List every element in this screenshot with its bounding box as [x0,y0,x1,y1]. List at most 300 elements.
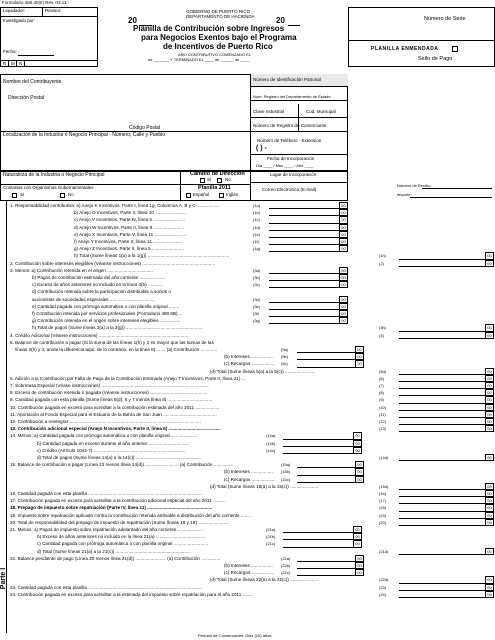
fecha-label: Fecha: [3,49,17,54]
num-registro-label: Núm. Registro del Departamento de Estado [253,94,331,99]
cents-box: 00 [339,296,348,303]
cents-box: 00 [485,425,494,432]
form-line-label: h) Total de pagos (Sume líneas 3(a) a la 3(g)) ............................................................ [32,325,203,331]
form-line-label: b) Pagos de contribución estimada del año corriente .................... [32,275,166,280]
amount-field[interactable] [269,296,339,303]
form-line [7,425,495,432]
amount-field[interactable] [297,346,355,353]
line-code: (12) [379,419,387,424]
form-line-label: 16. Cantidad pagada con esta planilla ......................................................................................... [10,491,202,496]
contratos-label: Contratos con Organismos Gubernamentales [3,185,94,190]
form-line-label: 19. Impuesto sobre repatriación aplicado contra la contribución retenida atribuible a distribución del año corriente ........ [10,512,252,518]
line-code: (14b) [266,440,276,446]
cents-box: 00 [339,202,348,209]
form-line-label: 5. Balance de contribución a pagar (Si la suma de las líneas 1(h) y 2 es mayor que las sumas de las [10,339,214,345]
form-line [7,512,495,519]
form-line-label: 17. Contribución pagada en exceso para acreditar a la contribución adicional especial del año 2011 .......... [10,498,226,504]
parte-i-label: Parte I [0,567,8,590]
form-line-label: 14. Menos: a) Cantidad pagada con prórroga automática o con planilla original ..................... [10,433,198,439]
line-code: (11) [379,411,386,417]
form-line-label: (b) Intereses ................. [224,354,273,360]
amount-field[interactable] [399,382,485,389]
telefono-label: Número de Teléfono - Extensión [257,138,322,143]
form-title-1: Planilla de Contribución sobre Ingresos [133,24,285,33]
line-code: (22d) [379,577,389,583]
cents-box: 00 [485,332,494,339]
cents-box: 00 [485,591,494,598]
line-code: (9) [379,397,384,403]
cents-box: 00 [485,512,494,519]
cambio-si-checkbox[interactable] [200,178,205,183]
line-code: (1b) [253,210,261,216]
investigado-label: Investigado por: [3,18,36,23]
amount-field[interactable] [269,281,339,288]
liquidador-label: Liquidador: [3,8,26,13]
cents-box: 00 [339,281,348,288]
form-line [7,591,495,598]
footer-conservacion: Período de Conservación: Diez (10) años [198,633,272,638]
naturaleza-label: Naturaleza de la Industria o Negocio Principal [3,172,105,178]
amount-field[interactable] [297,562,355,569]
line-code: (14a) [266,433,276,439]
cod-municipal-label: Cod. Municipal [306,109,336,114]
cents-box: 00 [485,260,494,267]
form-line [7,476,495,483]
form-line [7,483,495,490]
form-line [7,252,495,259]
line-code: (5c) [281,361,288,367]
amount-field[interactable] [283,432,353,439]
clave-industrial-label: Clave Industrial [253,109,285,114]
line-code: (22a) [281,555,291,561]
planilla-2011-label: Planilla 2011 [198,185,231,191]
cents-box: 00 [485,396,494,403]
amount-field[interactable] [399,548,485,555]
form-line [7,209,495,216]
amount-field[interactable] [269,216,339,223]
line-code: (1a) [253,203,261,208]
cents-box: 00 [485,404,494,411]
cents-box: 00 [353,447,362,454]
cents-box: 00 [355,476,364,483]
form-line [7,461,495,468]
cents-box: 00 [485,418,494,425]
cents-box: 00 [485,454,494,461]
form-line [7,555,495,562]
amount-field[interactable] [269,209,339,216]
form-line [7,332,495,339]
form-line-label: 7. Sobretasa Especial (Véase instrucciones) .................................................................................... [10,383,209,388]
line-code: (21d) [379,548,389,554]
amount-field[interactable] [269,202,339,209]
dia-mes-ano: Día ____ / Mes ____ / Año ____ [256,163,314,168]
codigo-postal-label: Código Postal [129,125,161,131]
line-code: (4) [379,332,384,338]
line-code: (5a) [281,347,289,352]
sello-pago-label: Sello de Pago [418,56,453,62]
form-line-label: 18. Prepago de impuesto sobre repatriación (Parte IV, línea 11) ................................................... [10,505,213,511]
form-line-label: (c) Recargos .................. [224,361,275,367]
amount-field[interactable] [399,483,485,490]
line-code: (22b) [281,563,291,568]
cents-box: 00 [353,533,362,540]
amount-field[interactable] [399,591,485,598]
line-code: (1d) [253,224,261,230]
line-code: (1f) [253,239,259,244]
form-line [7,411,495,418]
cents-box: 00 [485,576,494,583]
amount-field[interactable] [399,404,485,411]
form-line [7,281,495,288]
contratos-si-label: Sí [20,192,25,197]
line-code: (5b) [281,354,289,360]
amount-field[interactable] [269,238,339,245]
line-code: (13) [379,426,387,432]
form-line [7,216,495,223]
form-line-label: 24. Contribución pagada en exceso para acreditar a la estimada del impuesto sobre repatriación para el año 2011 ........ [10,591,253,597]
amount-field[interactable] [283,540,353,547]
amount-field[interactable] [297,360,355,367]
amount-field[interactable] [399,396,485,403]
amount-field[interactable] [283,526,353,533]
form-line-label: 10. Contribución pagada en exceso para acreditar a la contribución estimada del año 2011 ................... [10,404,220,410]
cents-box: 00 [485,548,494,555]
line-code: (1c) [253,217,260,223]
line-code: (3c) [253,282,260,288]
cents-box: 00 [485,375,494,382]
amount-field[interactable] [283,533,353,540]
line-code: (15a) [281,462,291,468]
form-line [7,569,495,576]
line-code: (1e) [253,231,261,237]
importe-label: Importe: [397,192,412,197]
form-line-label: 13. Contribución adicional especial (Anejo N Incentivos, Parte II, línea 6) ......................................... [10,426,221,432]
cents-box: 00 [485,497,494,504]
lugar-incorporacion-label: Lugar de Incorporación [270,172,317,177]
nombre-label: Nombre del Contribuyente [3,79,62,85]
form-line [7,576,495,583]
line-code: (3e) [253,303,261,309]
cents-box: 00 [339,238,348,245]
line-code: (14d) [379,455,389,460]
line-code: (23) [379,584,387,590]
form-line-label: e) Cantidad pagada con prórroga automática o con planilla original ........ [32,303,180,309]
form-line-label: 6. Adición a la Contribución por Falta de Pago de la Contribución Estimada (Anejo T Incentivos, Parte II, línea 21) ... [10,375,246,381]
cents-box: 00 [355,569,364,576]
line-code: (21a) [266,527,276,532]
cents-box: 00 [355,353,364,360]
rmn-m: M [11,60,15,66]
line-code: (10) [379,404,387,410]
form-line [7,404,495,411]
amount-field[interactable] [283,447,353,454]
contratos-no-label: No [68,192,74,197]
form-line [7,562,495,569]
form-line [7,202,495,209]
cents-box: 00 [339,216,348,223]
year-right: 20 [276,16,285,25]
cambio-no-checkbox[interactable] [217,178,222,183]
contratos-si-checkbox[interactable] [12,193,17,198]
form-line-label: (d) Total (Sume líneas 22(a) a la 22(c)) ...................... [210,577,319,583]
line-code: (16) [379,491,387,496]
direccion-label: Dirección Postal [8,95,45,101]
form-line [7,533,495,540]
amount-field[interactable] [399,504,485,511]
amount-field[interactable] [399,576,485,583]
amount-field[interactable] [399,512,485,519]
cents-box: 00 [485,382,494,389]
espanol-checkbox[interactable] [186,193,191,198]
form-line-label: c) Exceso de años anteriores no incluido en la línea 3(b) ............ [32,282,164,288]
form-line [7,490,495,497]
num-patronal-text: Número de Identificación Patronal [253,77,321,82]
amount-field[interactable] [399,497,485,504]
form-line-label: d) Anejo W Incentivos, Parte II, línea 8 ........................ [74,224,185,230]
amount-field[interactable] [399,418,485,425]
cambio-direccion-label: Cambio de Dirección [190,171,245,177]
year-left: 20 [128,16,137,25]
cambio-si-label: Sí [207,177,212,182]
form-line-label: 1. Responsabilidad contributiva: a) Anejo K Incentivos, Parte I, línea 1g, Columnas A, B y C .................. [10,203,220,208]
form-line-label: e) Anejo X Incentivos, Parte V, línea 11 ......................... [74,231,187,237]
form-line-label: 8. Exceso de contribución retenida o pagada (Véanse instrucciones) ............................................. [10,390,208,396]
form-line-label: líneas 3(h) y 4, anote la diferencia aquí, de lo contrario, en la línea 8) ....... (a) Contribución ............. [15,347,218,352]
amount-field[interactable] [399,389,485,396]
amount-field[interactable] [297,468,355,475]
form-line [7,396,495,403]
num-comerciante-label: Número de Registro de Comerciante [253,123,327,128]
form-line [7,454,495,461]
line-code: (22c) [281,570,291,576]
form-line-label: b) Anejo O Incentivos, Parte II, línea 10 ........................ [74,210,186,216]
form-line-label: f) Anejo Y Incentivos, Parte II, línea 11 ....................... [74,239,183,244]
form-line-label: c) Anejo V Incentivos, Parte IV, línea 5 ......................... [74,217,186,223]
amount-field[interactable] [297,569,355,576]
cents-box: 00 [485,368,494,375]
form-id: Formulario 480.30(II) Rev. 03.11 [2,0,67,5]
form-line [7,231,495,238]
line-code: (3d) [253,296,261,302]
form-line [7,324,495,331]
amount-field[interactable] [269,303,339,310]
line-code: (1h) [379,253,387,259]
cents-box: 00 [339,317,348,324]
form-line [7,346,495,353]
form-line [7,468,495,475]
cents-box: 00 [339,303,348,310]
line-code: (20) [379,519,387,525]
amount-field[interactable] [399,519,485,526]
form-line-label: d) Total de pagos (Sume líneas 14(a) a la 14(c)) ................................................... [37,455,201,460]
form-line-label: d) Contribución retenida sobre la participación distribuible a socios o [32,289,171,295]
cents-box: 00 [353,540,362,547]
cents-box: 00 [485,584,494,591]
amount-field[interactable] [297,476,355,483]
cents-box: 00 [339,274,348,281]
form-line [7,238,495,245]
contratos-no-checkbox[interactable] [60,193,65,198]
form-line [7,368,495,375]
line-code: (3b) [253,275,261,280]
form-line-label: (d) Total (Sume líneas 15(a) a la 15(c)) ...................... [210,483,319,489]
form-line [7,353,495,360]
amount-field[interactable] [269,317,339,324]
form-line [7,288,495,295]
form-line-label: 15. Balance de contribución a pagar (Línea 13 menos línea 14(d)) .......................... (a) Contribución ............... [10,462,233,468]
amount-field[interactable] [269,231,339,238]
cents-box: 00 [485,483,494,490]
form-line-label: g) Contribución retenida en el origen sobre intereses elegibles ................ [32,318,181,324]
form-line [7,245,495,252]
amount-field[interactable] [399,332,485,339]
amount-field[interactable] [399,324,485,331]
form-line [7,382,495,389]
planilla-enmendada-checkbox[interactable] [452,46,458,52]
num-recibo-label: Número de Recibo: [397,183,432,188]
cents-box: 00 [485,490,494,497]
cents-box: 00 [485,389,494,396]
form-line-label: 21. Menos: a) Pagos de impuesto sobre repatriación adelantado del año corriente .................... [10,527,204,532]
planilla-enmendada-label: PLANILLA ENMENDADA [371,46,439,52]
line-code: (7) [379,383,384,388]
line-code: (6) [379,375,384,381]
line-code: (3g) [253,318,261,324]
form-title-3: de Incentivos de Puerto Rico [163,42,273,51]
form-line [7,339,495,346]
form-line [7,440,495,447]
form-line-label: 11. Aportación al Fondo Especial para el Estuario de la Bahía de San Juan .......................................... [10,411,217,417]
form-line-label: d) Total (Sume líneas 21(a) a la 21(c)) ........................................................... [37,548,191,554]
line-code: (15d) [379,483,389,489]
cents-box: 00 [355,468,364,475]
cents-box: 00 [355,562,364,569]
amount-field[interactable] [297,555,355,562]
form-line-label: 12. Contribución a reintegrar ....................................................................................................... [10,419,201,424]
fecha-incorporacion-label: Fecha de Incorporación [267,156,315,161]
cents-box: 00 [339,224,348,231]
line-code: (3a) [253,267,261,273]
form-line-label: 22. Balance pendiente de pago (Línea 20 menos línea 21(d)) ........................ (a) Contribución ............... [10,555,221,561]
form-line-label: 2. Contribución sobre intereses elegibles (Véanse instrucciones) ......................................................... [10,260,216,266]
amount-field[interactable] [269,224,339,231]
localizacion-label: Localización de la Industria o Negocio Principal - Número, Calle y Pueblo [3,132,166,138]
form-line-label: h) Total (Sume líneas 1(a) a la 1(g)) ................................................................ [74,253,230,259]
line-code: (21b) [266,534,276,540]
amount-field[interactable] [399,584,485,591]
cents-box: 00 [485,519,494,526]
form-line [7,317,495,324]
form-line [7,296,495,303]
amount-field[interactable] [283,440,353,447]
cents-box: 00 [485,504,494,511]
cents-box: 00 [353,432,362,439]
cents-box: 00 [353,440,362,447]
numero-serie-label: Número de Serie [424,16,466,22]
periodo-line: de _______ Y TERMINADO EL ____ de ______ de ____ [148,57,250,62]
ingles-label: Inglés [226,192,239,197]
amount-field[interactable] [399,375,485,382]
revisor-label: Revisor: [45,8,62,13]
form-line-label: (b) Intereses ................. [224,563,273,568]
correo-label: Correo Electrónico (E-mail) [262,187,317,192]
form-line [7,267,495,274]
form-line [7,548,495,555]
amount-field[interactable] [399,425,485,432]
form-title-2: para Negocios Exentos bajo el Programa [141,33,297,42]
amount-field[interactable] [399,368,485,375]
amount-field[interactable] [399,411,485,418]
cents-box: 00 [339,267,348,274]
form-line [7,584,495,591]
line-code: (1g) [253,246,261,252]
form-line-label: f) Contribución retenida por servicios profesionales (Formulario 480.6B) ... [32,311,183,316]
form-line [7,389,495,396]
form-line-label: g) Anejo Z Incentivos, Parte II, línea 5 ......................... [74,246,184,252]
line-code: (17) [379,498,387,504]
cents-box: 00 [355,461,364,468]
line-code: (8) [379,390,384,396]
form-line-label: (c) Recargos .................. [224,476,275,482]
amount-field[interactable] [399,252,485,259]
amount-field[interactable] [399,260,485,267]
form-line-label: 9. Cantidad pagada con esta planilla (Sume líneas 5(d), 6 y 7 menos línea 8) ................................... [10,397,213,403]
amount-field[interactable] [297,461,355,468]
rmn-n: N [19,60,23,66]
form-line [7,224,495,231]
rmn-r: R [3,60,7,66]
line-code: (2) [379,260,384,266]
amount-field[interactable] [297,353,355,360]
form-line [7,310,495,317]
amount-field[interactable] [269,245,339,252]
form-line-label: b) Cantidad pagada en exceso durante el año anterior ................................ [37,440,190,446]
line-code: (24) [379,591,387,597]
form-line-label: 23. Cantidad pagada con esta planilla ......................................................................................... [10,584,202,590]
cents-box: 00 [355,360,364,367]
amount-field[interactable] [399,454,485,461]
form-line [7,303,495,310]
ano-contributivo: AÑO CONTRIBUTIVO COMENZADO EL [178,52,252,57]
form-line-label: 4. Crédito Adicional (Véanse instrucciones) ...................................................................... [10,332,189,338]
cents-box: 00 [339,310,348,317]
ingles-checkbox[interactable] [219,193,224,198]
amount-field[interactable] [399,490,485,497]
line-code: (3f) [253,311,259,316]
form-line [7,418,495,425]
form-line-label: accionistas de sociedades especiales ................................... [32,296,155,302]
amount-field[interactable] [269,267,339,274]
espanol-label: Español [193,192,210,197]
form-line [7,432,495,439]
amount-field[interactable] [269,310,339,317]
line-code: (5d) [379,368,387,374]
form-line [7,274,495,281]
form-line [7,375,495,382]
dept-name: DEPARTAMENTO DE HACIENDA [186,14,255,19]
line-code: (19) [379,512,387,518]
cents-box: 00 [353,526,362,533]
form-line-label: 3. Menos: a) Contribución retenida en el origen .................................... [10,267,153,273]
form-line-label: c) Crédito (Artículo 1042-7) ........................................................................ [37,447,186,453]
amount-field[interactable] [269,274,339,281]
cents-box: 00 [339,231,348,238]
form-line [7,519,495,526]
form-line [7,504,495,511]
telefono-field[interactable]: ( ) - [256,145,267,152]
cents-box: 00 [485,411,494,418]
form-line-label: (b) Intereses ................. [224,469,273,475]
